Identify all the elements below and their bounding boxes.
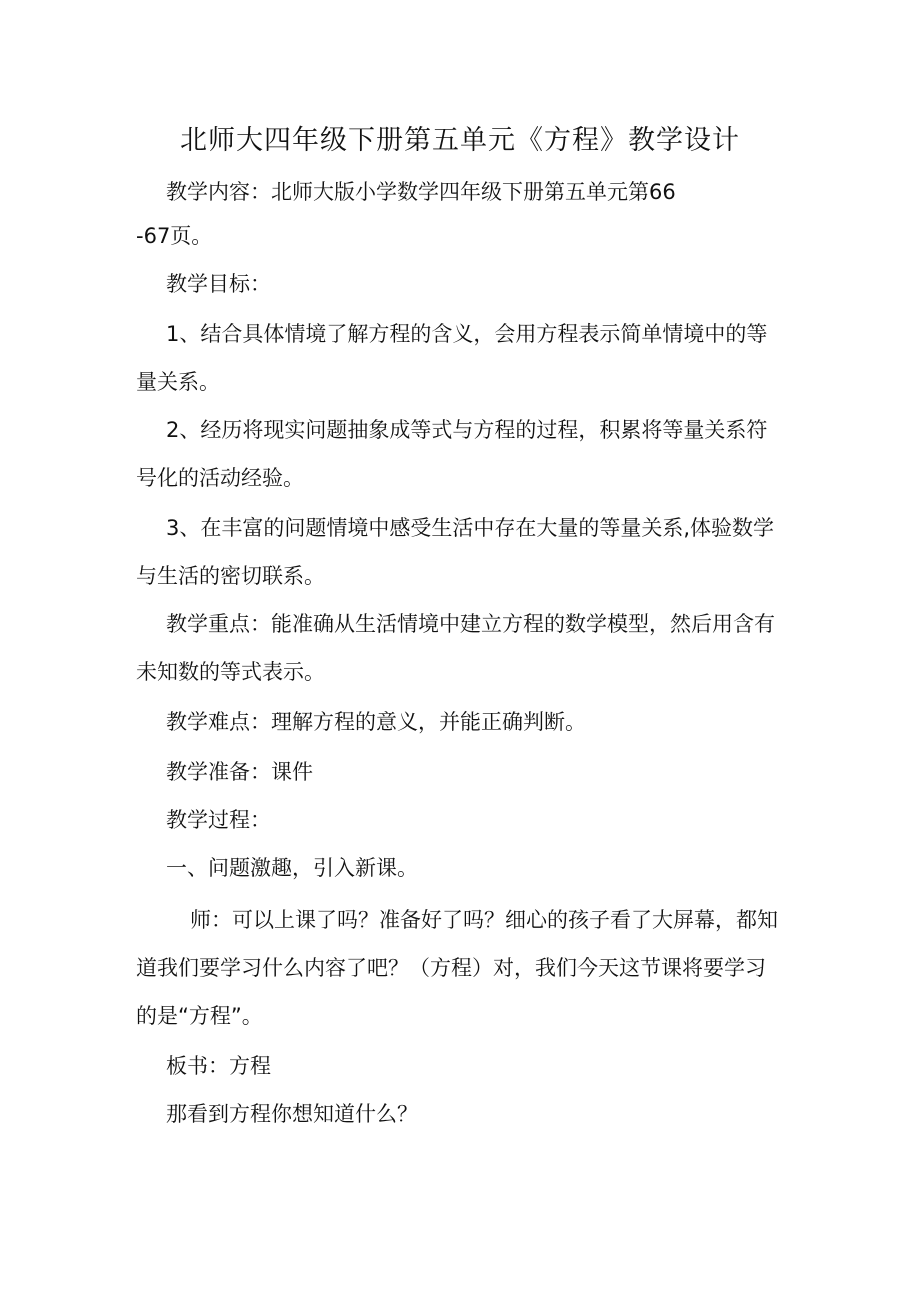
teaching-content-line2: -67页。 <box>136 224 213 248</box>
goal2-line1: 2、经历将现实问题抽象成等式与方程的过程，积累将等量关系符 <box>166 418 768 442</box>
section1-heading: 一、问题激趣，引入新课。 <box>166 856 418 880</box>
teaching-content-line1: 教学内容：北师大版小学数学四年级下册第五单元第66 <box>166 180 676 204</box>
goal3-line1: 3、在丰富的问题情境中感受生活中存在大量的等量关系,体验数学 <box>166 516 775 540</box>
question-line: 那看到方程你想知道什么？ <box>166 1102 418 1126</box>
goal2-line2: 号化的活动经验。 <box>136 466 304 490</box>
difficulty-line: 教学难点：理解方程的意义，并能正确判断。 <box>166 710 586 734</box>
board-line: 板书：方程 <box>166 1054 271 1078</box>
goal1-line2: 量关系。 <box>136 370 220 394</box>
goals-heading: 教学目标： <box>166 272 271 296</box>
key-point-line2: 未知数的等式表示。 <box>136 660 325 684</box>
teacher-line2: 道我们要学习什么内容了吧？（方程）对，我们今天这节课将要学习 <box>136 956 766 980</box>
preparation-line: 教学准备：课件 <box>166 760 313 784</box>
key-point-line1: 教学重点：能准确从生活情境中建立方程的数学模型，然后用含有 <box>166 612 775 636</box>
teacher-line3: 的是“方程”。 <box>136 1004 263 1028</box>
goal1-line1: 1、结合具体情境了解方程的含义，会用方程表示简单情境中的等 <box>166 322 768 346</box>
page-title: 北师大四年级下册第五单元《方程》教学设计 <box>180 125 740 156</box>
process-heading: 教学过程： <box>166 808 271 832</box>
teacher-line1: 师：可以上课了吗？准备好了吗？细心的孩子看了大屏幕，都知 <box>190 908 778 932</box>
goal3-line2: 与生活的密切联系。 <box>136 564 325 588</box>
